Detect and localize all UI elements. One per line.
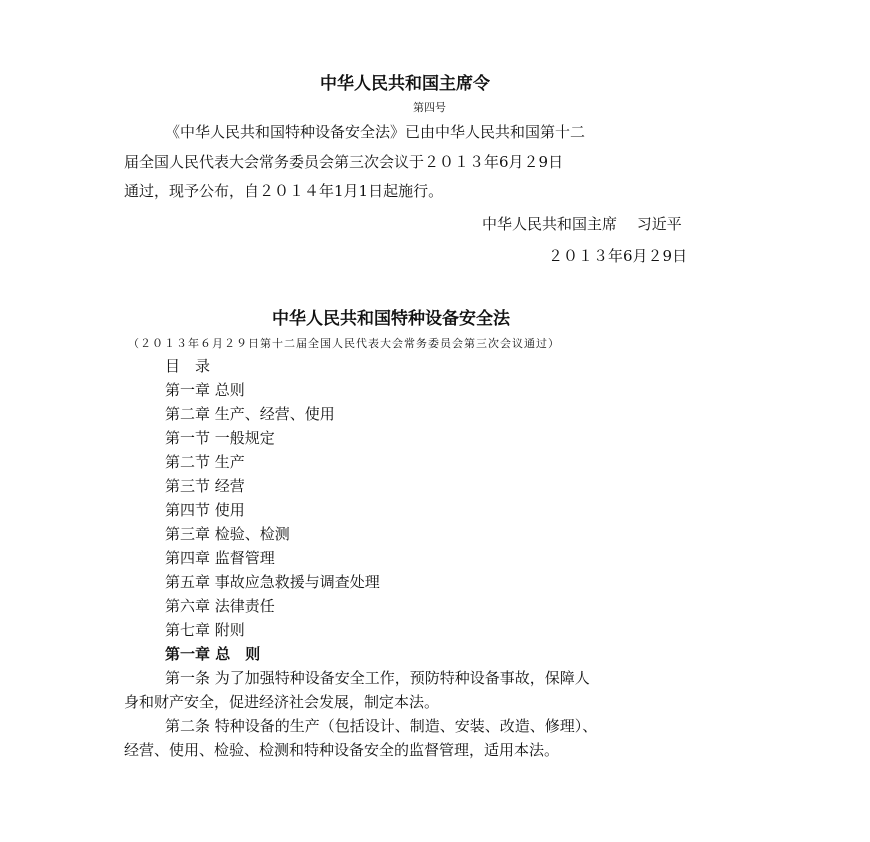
toc-item: 第五章 事故应急救援与调查处理 [165, 573, 380, 591]
toc-item: 第四章 监督管理 [165, 549, 275, 567]
chapter-heading: 第一章 总 则 [165, 645, 261, 663]
order-paragraph-line: 届全国人民代表大会常务委员会第三次会议于２０１３年6月２9日 [124, 153, 564, 171]
article-line: 第一条 为了加强特种设备安全工作，预防特种设备事故，保障人 [165, 669, 590, 687]
toc-item: 第七章 附则 [165, 621, 245, 639]
order-date: ２０１３年6月２9日 [548, 247, 688, 265]
article-line: 身和财产安全，促进经济社会发展，制定本法。 [124, 693, 440, 711]
toc-item: 第四节 使用 [165, 501, 245, 519]
toc-heading: 目 录 [165, 357, 211, 375]
toc-item: 第三节 经营 [165, 477, 245, 495]
law-title: 中华人民共和国特种设备安全法 [272, 309, 510, 329]
order-paragraph-line: 《中华人民共和国特种设备安全法》已由中华人民共和国第十二 [165, 123, 586, 141]
toc-item: 第一节 一般规定 [165, 429, 275, 447]
order-number: 第四号 [413, 101, 446, 114]
article-line: 经营、使用、检验、检测和特种设备安全的监督管理，适用本法。 [124, 741, 560, 759]
toc-item: 第一章 总则 [165, 381, 245, 399]
order-paragraph-line: 通过，现予公布，自２０１４年1月1日起施行。 [124, 182, 444, 200]
toc-item: 第三章 检验、检测 [165, 525, 290, 543]
article-line: 第二条 特种设备的生产（包括设计、制造、安装、改造、修理）、 [165, 717, 598, 735]
toc-item: 第二章 生产、经营、使用 [165, 405, 335, 423]
law-adoption-note: （２０１３年６月２９日第十二届全国人民代表大会常务委员会第三次会议通过） [128, 337, 560, 350]
order-signer: 中华人民共和国主席 习近平 [482, 215, 682, 233]
toc-item: 第六章 法律责任 [165, 597, 275, 615]
order-title: 中华人民共和国主席令 [320, 74, 490, 94]
toc-item: 第二节 生产 [165, 453, 245, 471]
